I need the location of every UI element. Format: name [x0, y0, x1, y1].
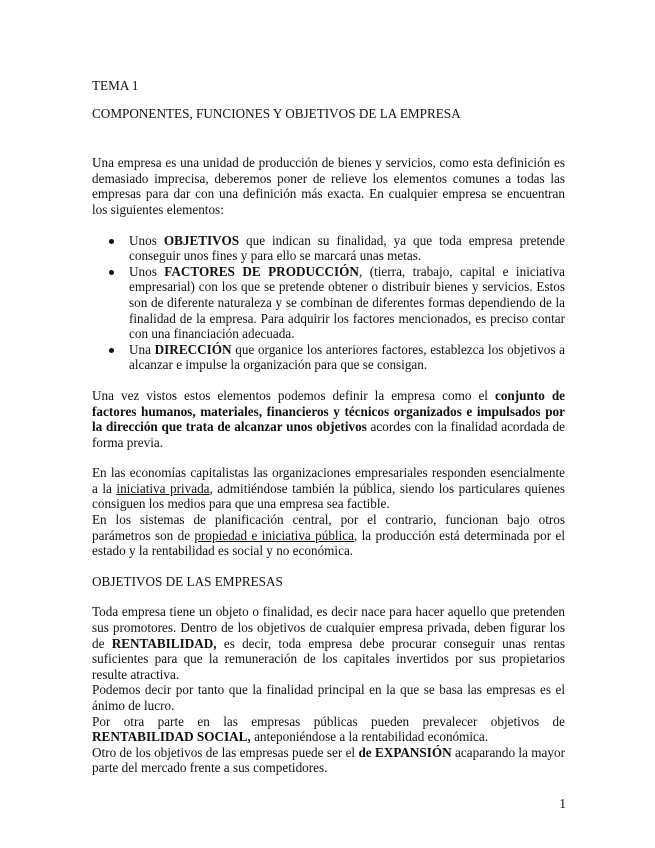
- objectives-paragraph-1: Toda empresa tiene un objeto o finalidad, es decir nace para hacer aquello que pretenden sus promotores. Dentro de los objetivos de cualquier empresa privada, deben figurar los de RENTABILIDAD, es decir, toda empresa debe procurar conseguir unas rentas suficientes para que la remuneración de los capitales invertidos por sus propietarios resulte atractiva.: [92, 604, 565, 682]
- bold-term: RENTABILIDAD SOCIAL,: [92, 729, 251, 745]
- list-item: Unos FACTORES DE PRODUCCIÓN, (tierra, trabajo, capital e iniciativa empresarial) con los que se pretende obtener o distribuir bienes y servicios. Estos son de diferente naturaleza y se combinan de diferentes formas dependiendo de la finalidad de la empresa. Para adquirir los factores mencionados, es preciso contar con una financiación adecuada.: [92, 264, 565, 342]
- definition-paragraph: Una vez vistos estos elementos podemos definir la empresa como el conjunto de factores humanos, materiales, financieros y técnicos organizados e impulsados por la dirección que trata de alcanzar unos objetivos acordes con la finalidad acordada de forma previa.: [92, 387, 566, 450]
- objectives-heading: OBJETIVOS DE LAS EMPRESAS: [92, 573, 283, 589]
- document-title: COMPONENTES, FUNCIONES Y OBJETIVOS DE LA EMPRESA: [92, 105, 461, 121]
- bullet-icon: [109, 270, 114, 275]
- bold-term: OBJETIVOS: [163, 232, 240, 248]
- bullet-icon: [109, 239, 114, 244]
- underlined-term: iniciativa privada: [116, 480, 210, 496]
- objectives-paragraph-3: Por otra parte en las empresas públicas pueden prevalecer objetivos de RENTABILIDAD SOCIAL, anteponiéndose a la rentabilidad económica.: [92, 713, 565, 745]
- underlined-term: propiedad e iniciativa pública: [194, 527, 354, 543]
- bold-term: FACTORES DE PRODUCCIÓN: [164, 263, 359, 279]
- tema-heading: TEMA 1: [92, 78, 139, 93]
- intro-paragraph: Una empresa es una unidad de producción de bienes y servicios, como esta definición es demasiado imprecisa, deberemos poner de relieve los elementos comunes a todas las empresas para dar con una definición más exacta. En cualquier empresa se encuentran los siguientes elementos:: [92, 155, 565, 217]
- list-item: Unos OBJETIVOS que indican su finalidad, ya que toda empresa pretende conseguir unos fines y para ello se marcará unas metas.: [92, 233, 565, 264]
- definition-bold: conjunto de factores humanos, materiales, financieros y técnicos organizados e impulsados por la dirección que trata de alcanzar unos objetivos: [92, 387, 566, 435]
- objectives-paragraph-2: Podemos decir por tanto que la finalidad principal en la que se basa las empresas es el ánimo de lucro.: [92, 682, 565, 713]
- objectives-paragraph-4: Otro de los objetivos de las empresas puede ser el de EXPANSIÓN acaparando la mayor parte del mercado frente a sus competidores.: [92, 744, 565, 776]
- capitalist-paragraph: En las economías capitalistas las organizaciones empresariales responden esencialmente a la iniciativa privada, admitiéndose también la pública, siendo los particulares quienes consiguen los medios para que una empresa sea factible.: [92, 465, 565, 512]
- elements-list: [92, 233, 565, 373]
- bold-term: RENTABILIDAD,: [111, 635, 217, 651]
- page-number: 1: [559, 796, 566, 811]
- central-planning-paragraph: En los sistemas de planificación central, por el contrario, funcionan bajo otros parámetros son de propiedad e iniciativa pública, la producción está determinada por el estado y la rentabilidad es social y no económica.: [92, 512, 565, 559]
- bullet-icon: [109, 348, 114, 353]
- bold-term: DIRECCIÓN: [154, 341, 232, 357]
- document-page: [92, 78, 565, 776]
- list-item: Una DIRECCIÓN que organice los anteriores factores, establezca los objetivos a alcanzar e impulse la organización para que se consigan.: [92, 342, 565, 373]
- bold-term: de EXPANSIÓN: [358, 744, 452, 760]
